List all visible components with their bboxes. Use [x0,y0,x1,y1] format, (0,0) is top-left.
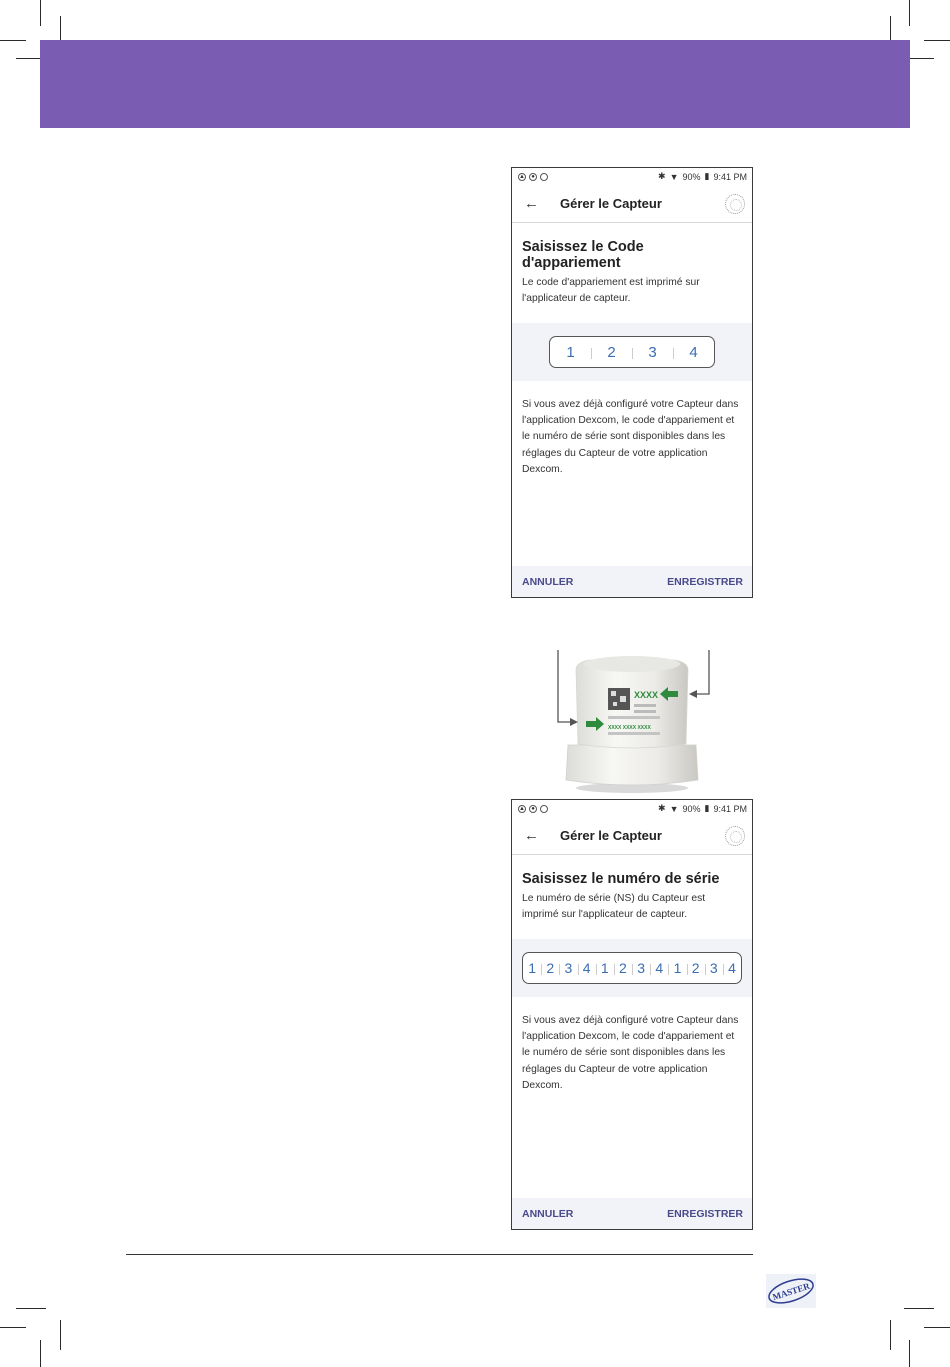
applicator-serial: XXXX XXXX XXXX [608,725,651,731]
back-arrow-icon[interactable]: ← [524,827,539,844]
help-note: Si vous avez déjà configuré votre Capteur dans l'application Dexcom, le code d'appariement et le numéro de série sont disponibles dans les réglages du Capteur de votre application Dexcom. [522,399,739,475]
code-digit: 4 [650,960,668,976]
code-digit: 2 [687,960,705,976]
code-digit: 1 [668,960,686,976]
app-header [512,817,752,855]
screen-description: Le code d'appariement est imprimé sur l'applicateur de capteur. [522,277,700,304]
record-icon: ● [529,173,537,181]
code-digit: 2 [541,960,559,976]
screen-title: Saisissez le Code d'appariement [522,239,644,271]
master-seal-logo [765,1273,817,1309]
code-digit: 1 [528,960,536,976]
code-digit: 3 [559,960,577,976]
save-button[interactable]: ENREGISTRER [667,1207,743,1220]
sensor-applicator-illustration [520,640,750,795]
code-entry-area [512,939,752,997]
action-footer [512,566,752,597]
header-title: Gérer le Capteur [560,196,662,211]
record-icon: ● [529,805,537,813]
action-footer [512,1198,752,1229]
back-arrow-icon[interactable]: ← [524,195,539,212]
battery-icon: ▮ [704,803,710,813]
help-note: Si vous avez déjà configuré votre Capteur dans l'application Dexcom, le code d'appariement et le numéro de série sont disponibles dans les réglages du Capteur de votre application Dexcom. [522,1015,739,1091]
serial-number-input[interactable] [522,952,742,984]
bottom-divider [126,1254,753,1255]
code-digit: 4 [673,344,714,361]
app-header [512,185,752,223]
pairing-code-input[interactable] [549,336,715,368]
save-button[interactable]: ENREGISTRER [667,575,743,588]
header-title: Gérer le Capteur [560,828,662,843]
screen-title: Saisissez le numéro de série [522,871,720,887]
status-bar [512,168,752,185]
phone-screen-serial-number [511,799,753,1230]
code-entry-area [512,323,752,381]
battery-icon: ▮ [704,171,710,181]
cancel-button[interactable]: ANNULER [522,1207,574,1220]
screen-description: Le numéro de série (NS) du Capteur est imprimé sur l'applicateur de capteur. [522,893,706,920]
code-digit: 1 [566,343,575,361]
battery-level: 90% [682,171,701,182]
code-digit: 2 [591,344,632,361]
bluetooth-icon: ✱ [658,171,666,181]
seal-text: MASTER [771,1280,812,1303]
notification-icon: ▲ [519,173,525,180]
sync-icon [540,173,548,181]
battery-level: 90% [682,803,701,814]
cancel-button[interactable]: ANNULER [522,575,574,588]
sync-icon [540,805,548,813]
sensor-icon [725,826,745,846]
code-digit: 3 [632,344,673,361]
header-banner [40,40,910,128]
notification-icon: ▲ [519,805,525,812]
wifi-icon: ▼ [669,803,679,814]
code-digit: 3 [632,960,650,976]
bluetooth-icon: ✱ [658,803,666,813]
phone-screen-pairing-code [511,167,753,598]
applicator-pairing-code: XXXX [634,690,659,700]
status-bar [512,800,752,817]
code-digit: 4 [723,960,741,976]
clock: 9:41 PM [713,171,747,182]
code-digit: 2 [614,960,632,976]
code-digit: 4 [578,960,596,976]
sensor-icon [725,194,745,214]
code-digit: 1 [596,960,614,976]
code-digit: 3 [705,960,723,976]
wifi-icon: ▼ [669,171,679,182]
clock: 9:41 PM [713,803,747,814]
